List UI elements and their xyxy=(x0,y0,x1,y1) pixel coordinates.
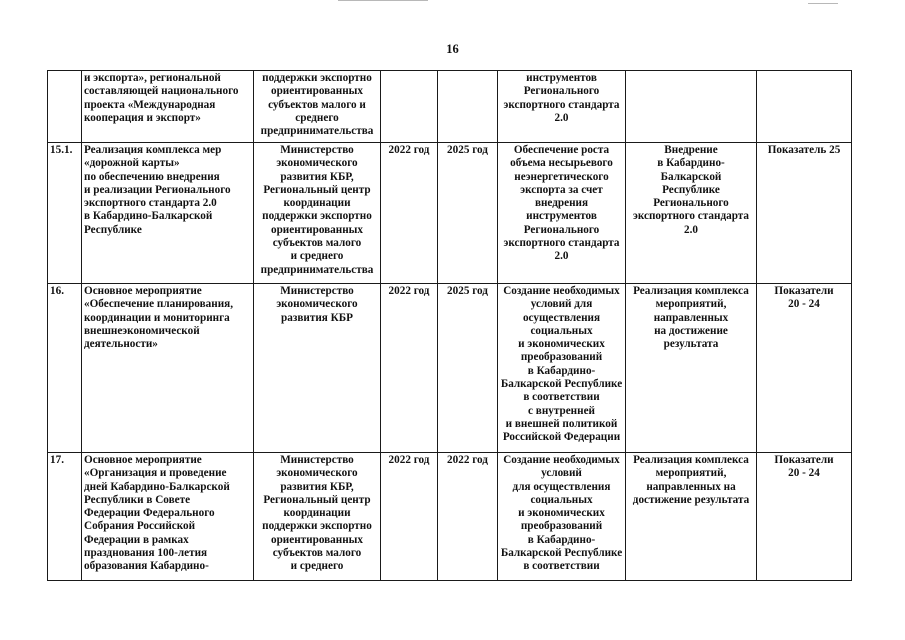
link-line: в Кабардино- xyxy=(657,157,725,170)
activities-table xyxy=(47,70,852,581)
executor-line: Министерство xyxy=(280,285,354,297)
expected-result-line: экспортного стандарта xyxy=(503,98,620,111)
expected-result-line: и внешней политикой xyxy=(505,417,618,430)
link-line: Республике xyxy=(662,183,720,196)
link-line: мероприятий, xyxy=(655,467,727,480)
expected-result-line: для осуществления xyxy=(512,480,611,493)
expected-result-cell xyxy=(498,143,626,284)
end-year-cell: 2022 год xyxy=(438,453,498,581)
link-cell xyxy=(626,453,757,581)
expected-result-line: социальных xyxy=(530,493,593,506)
action-line: Реализация комплекса мер xyxy=(84,144,222,156)
expected-result-line: неэнергетического xyxy=(514,170,609,183)
end-year-cell: 2025 год xyxy=(438,143,498,284)
link-cell xyxy=(626,71,757,143)
action-line: в Кабардино-Балкарской xyxy=(84,210,213,223)
action-line: дней Кабардино-Балкарской xyxy=(84,480,230,493)
expected-result-line: условий xyxy=(541,467,582,480)
indicator-line: Показатели xyxy=(774,285,834,297)
executor-line: среднего xyxy=(295,111,339,124)
link-line: направленных на xyxy=(646,480,736,493)
executor-line: экономического xyxy=(276,298,358,311)
expected-result-line: условий для xyxy=(530,298,593,311)
table-row xyxy=(48,71,852,143)
expected-result-line: 2.0 xyxy=(554,111,569,124)
expected-result-line: внедрения xyxy=(534,197,589,210)
action-line: образования Кабардино- xyxy=(84,560,209,573)
expected-result-line: в Кабардино- xyxy=(527,364,596,377)
action-line: Федерации в рамках xyxy=(84,533,189,546)
expected-result-line: Балкарской Республике xyxy=(500,378,623,391)
expected-result-line: преобразований xyxy=(520,351,603,364)
executor-line: развития КБР, xyxy=(280,480,354,493)
expected-result-line: в Кабардино- xyxy=(527,533,596,546)
action-line: Собрания Российской xyxy=(84,520,196,533)
link-line: Внедрение xyxy=(664,144,718,156)
executor-cell xyxy=(254,453,381,581)
link-line: экспортного стандарта xyxy=(633,210,749,223)
expected-result-line: экспортного стандарта xyxy=(503,237,620,250)
executor-line: предпринимательства xyxy=(260,125,374,138)
action-line: Основное мероприятие xyxy=(84,285,202,297)
expected-result-line: Балкарской Республике xyxy=(500,547,623,560)
expected-result-line: объема несырьевого xyxy=(510,157,613,170)
expected-result-line: и экономических xyxy=(518,507,605,520)
action-line: Республике xyxy=(84,223,142,236)
executor-line: Министерство xyxy=(280,144,354,156)
indicator-line: 20 - 24 xyxy=(788,298,820,311)
executor-line: субъектов малого xyxy=(272,547,362,560)
expected-result-line: осуществления xyxy=(522,311,601,324)
action-line: составляющей национального xyxy=(84,85,239,98)
start-year-cell: 2022 год xyxy=(381,453,438,581)
executor-line: поддержки экспортно xyxy=(262,520,372,533)
executor-line: экономического xyxy=(276,157,358,170)
action-line: по обеспечению внедрения xyxy=(84,170,220,183)
action-line: «Обеспечение планирования, xyxy=(84,298,233,311)
indicator-line: Показатели xyxy=(774,454,834,466)
link-line: мероприятий, xyxy=(655,298,727,311)
link-line: направленных xyxy=(653,311,729,324)
row-number-cell: 16. xyxy=(48,284,82,453)
action-line: внешнеэкономической xyxy=(84,324,200,337)
action-cell xyxy=(82,143,254,284)
table-row xyxy=(48,143,852,284)
action-cell xyxy=(82,453,254,581)
expected-result-line: и экономических xyxy=(518,338,605,351)
executor-line: Региональный центр xyxy=(263,493,371,506)
expected-result-line: Регионального xyxy=(523,223,600,236)
indicator-line: 20 - 24 xyxy=(788,467,820,480)
executor-line: развития КБР xyxy=(281,311,353,324)
executor-line: экономического xyxy=(276,467,358,480)
action-line: деятельности» xyxy=(84,338,158,351)
expected-result-cell xyxy=(498,71,626,143)
link-line: Балкарской xyxy=(660,170,722,183)
link-line: Регионального xyxy=(653,197,729,210)
expected-result-line: преобразований xyxy=(520,520,603,533)
action-cell xyxy=(82,71,254,143)
row-number-cell xyxy=(48,71,82,143)
start-year-cell xyxy=(381,71,438,143)
executor-cell xyxy=(254,71,381,143)
expected-result-line: Создание необходимых xyxy=(503,454,620,466)
executor-line: ориентированных xyxy=(270,533,363,546)
action-line: кооперация и экспорт» xyxy=(84,111,201,124)
action-cell xyxy=(82,284,254,453)
row-number-cell: 15.1. xyxy=(48,143,82,284)
indicator-cell xyxy=(757,143,852,284)
expected-result-line: Обеспечение роста xyxy=(513,144,610,156)
executor-line: предпринимательства xyxy=(260,263,374,276)
link-line: Реализация комплекса xyxy=(633,285,749,297)
link-line: Реализация комплекса xyxy=(633,454,749,466)
expected-result-line: с внутренней xyxy=(528,404,595,417)
action-line: Федерации Федерального xyxy=(84,507,215,520)
end-year-cell: 2025 год xyxy=(438,284,498,453)
expected-result-line: инструментов xyxy=(526,210,597,223)
executor-line: ориентированных xyxy=(270,223,363,236)
link-line: достижение результата xyxy=(632,493,750,506)
link-line: 2.0 xyxy=(684,223,698,236)
action-line: экспортного стандарта 2.0 xyxy=(84,197,217,210)
indicator-cell xyxy=(757,284,852,453)
start-year-cell: 2022 год xyxy=(381,284,438,453)
row-number-cell: 17. xyxy=(48,453,82,581)
indicator-cell xyxy=(757,453,852,581)
expected-result-line: в соответствии xyxy=(523,391,600,404)
executor-line: координации xyxy=(283,507,351,520)
scan-mark-top xyxy=(338,0,428,1)
action-line: проекта «Международная xyxy=(84,98,216,111)
executor-cell xyxy=(254,143,381,284)
indicator-cell xyxy=(757,71,852,143)
expected-result-cell xyxy=(498,453,626,581)
action-line: празднования 100-летия xyxy=(84,547,208,560)
expected-result-line: в соответствии xyxy=(523,560,600,573)
executor-line: и среднего xyxy=(290,250,344,263)
action-line: координации и мониторинга xyxy=(84,311,230,324)
end-year-cell xyxy=(438,71,498,143)
table-row xyxy=(48,284,852,453)
expected-result-line: инструментов xyxy=(526,72,597,84)
expected-result-line: 2.0 xyxy=(554,250,569,263)
expected-result-line: социальных xyxy=(530,324,593,337)
action-line: Республики в Совете xyxy=(84,493,191,506)
executor-line: Министерство xyxy=(280,454,354,466)
action-line: и реализации Регионального xyxy=(84,183,231,196)
action-line: Основное мероприятие xyxy=(84,454,202,466)
executor-line: поддержки экспортно xyxy=(262,72,372,84)
executor-line: поддержки экспортно xyxy=(262,210,372,223)
link-cell xyxy=(626,143,757,284)
executor-cell xyxy=(254,284,381,453)
link-line: на достижение xyxy=(654,324,728,337)
start-year-cell: 2022 год xyxy=(381,143,438,284)
executor-line: координации xyxy=(283,197,351,210)
table-body xyxy=(48,71,852,581)
table-row xyxy=(48,453,852,581)
expected-result-line: Регионального xyxy=(523,85,600,98)
executor-line: развития КБР, xyxy=(280,170,354,183)
executor-line: и среднего xyxy=(290,560,344,573)
scan-mark-top-right xyxy=(808,3,838,4)
action-line: «Организация и проведение xyxy=(84,467,227,480)
action-line: «дорожной карты» xyxy=(84,157,180,170)
expected-result-line: Российской Федерации xyxy=(502,431,621,444)
expected-result-line: Создание необходимых xyxy=(503,285,620,297)
action-line: и экспорта», региональной xyxy=(84,72,221,84)
executor-line: субъектов малого и xyxy=(268,98,366,111)
executor-line: субъектов малого xyxy=(272,237,362,250)
link-line: результата xyxy=(663,338,719,351)
executor-line: ориентированных xyxy=(270,85,363,98)
expected-result-cell xyxy=(498,284,626,453)
expected-result-line: экспорта за счет xyxy=(520,183,603,196)
page-number: 16 xyxy=(446,42,459,56)
executor-line: Региональный центр xyxy=(263,183,371,196)
link-cell xyxy=(626,284,757,453)
indicator-line: Показатель 25 xyxy=(767,144,841,156)
